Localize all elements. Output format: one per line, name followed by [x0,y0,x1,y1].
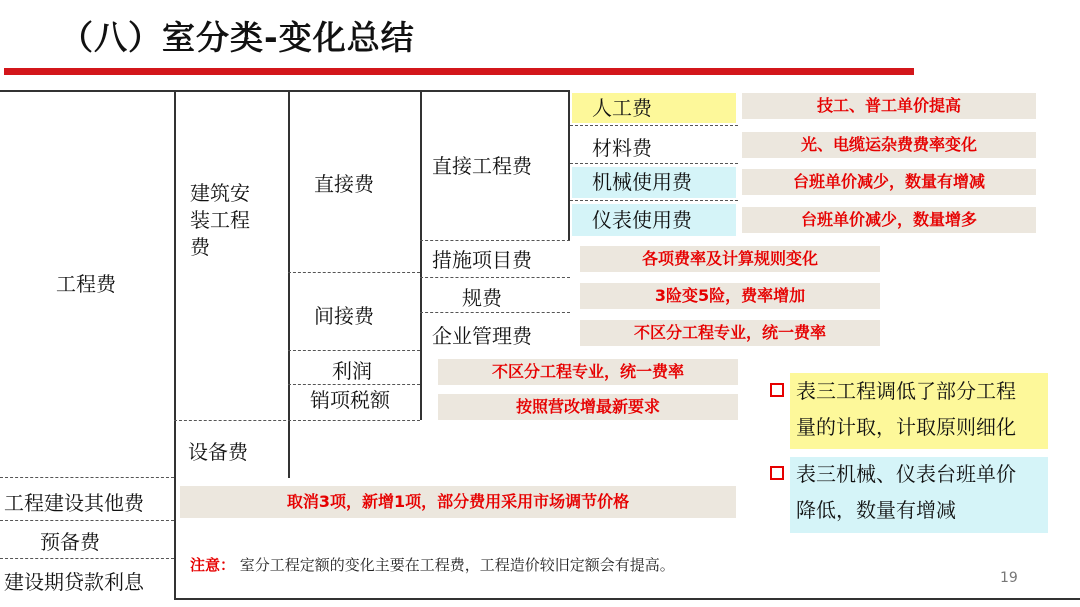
note-jixie: 台班单价减少，数量有增减 [742,169,1036,195]
note-xiaoxiang: 按照营改增最新要求 [438,394,738,420]
footer-label: 注意： [190,556,236,574]
bullet-square-icon [770,466,784,480]
divider-line [174,420,420,421]
table-bottom-border [174,598,1080,600]
label-yubei: 预备费 [40,530,100,554]
label-guifei: 规费 [462,286,502,310]
divider-line [174,90,176,600]
divider-line [570,125,738,126]
divider-line [420,240,570,241]
label-lirun: 利润 [332,359,372,383]
bullet-square-icon [770,383,784,397]
label-cuoshi: 措施项目费 [432,248,532,272]
divider-line [420,277,570,278]
bullet-line: 表三机械、仪表台班单价 [796,462,1016,486]
label-shebei: 设备费 [188,440,248,464]
label-qiye: 企业管理费 [432,324,532,348]
label-jixie: 机械使用费 [572,167,736,198]
label-rengong: 人工费 [572,93,736,123]
note-cuoshi: 各项费率及计算规则变化 [580,246,880,272]
divider-line [420,312,570,313]
divider-line [288,350,420,351]
label-xiaoxiang: 销项税额 [310,388,390,412]
bullet-line: 降低，数量有增减 [796,498,956,522]
label-yibiao: 仪表使用费 [572,204,736,236]
bullet-line: 表三工程调低了部分工程 [796,379,1016,403]
label-gongchengfei: 工程费 [56,272,116,296]
divider-line [288,272,420,273]
note-cailiao: 光、电缆运杂费费率变化 [742,132,1036,158]
divider-line [570,200,738,201]
label-zhijiegongcheng: 直接工程费 [432,154,532,178]
label-jianzhu-line: 费 [190,235,210,259]
label-qita: 工程建设其他费 [4,491,144,515]
bullet-line: 量的计取，计取原则细化 [796,415,1016,439]
divider-line [0,558,174,559]
divider-line [420,90,422,420]
title-underline [4,68,914,75]
page-title: （八）室分类-变化总结 [60,18,415,57]
bullet-item [796,373,1016,445]
label-cailiao: 材料费 [592,136,652,160]
bullet-item [796,456,1016,528]
note-qita: 取消3项，新增1项，部分费用采用市场调节价格 [180,486,736,518]
note-qiye: 不区分工程专业，统一费率 [580,320,880,346]
footer-text: 室分工程定额的变化主要在工程费，工程造价较旧定额会有提高。 [239,556,675,574]
label-zhijiefei: 直接费 [314,172,374,196]
label-jianzhu-line: 建筑安 [190,181,250,205]
divider-line [570,163,738,164]
divider-line [0,477,174,478]
table-top-border [0,90,570,92]
label-jianshe: 建设期贷款利息 [4,570,144,594]
label-jianzhu-line: 装工程 [190,208,250,232]
note-lirun: 不区分工程专业，统一费率 [438,359,738,385]
divider-line [568,90,570,240]
page-number: 19 [1000,570,1018,586]
footer-note [190,554,675,575]
label-jianjiefei: 间接费 [314,304,374,328]
divider-line [0,520,174,521]
note-rengong: 技工、普工单价提高 [742,93,1036,119]
label-jianzhu [190,180,250,261]
note-yibiao: 台班单价减少，数量增多 [742,207,1036,233]
note-guifei: 3险变5险，费率增加 [580,283,880,309]
